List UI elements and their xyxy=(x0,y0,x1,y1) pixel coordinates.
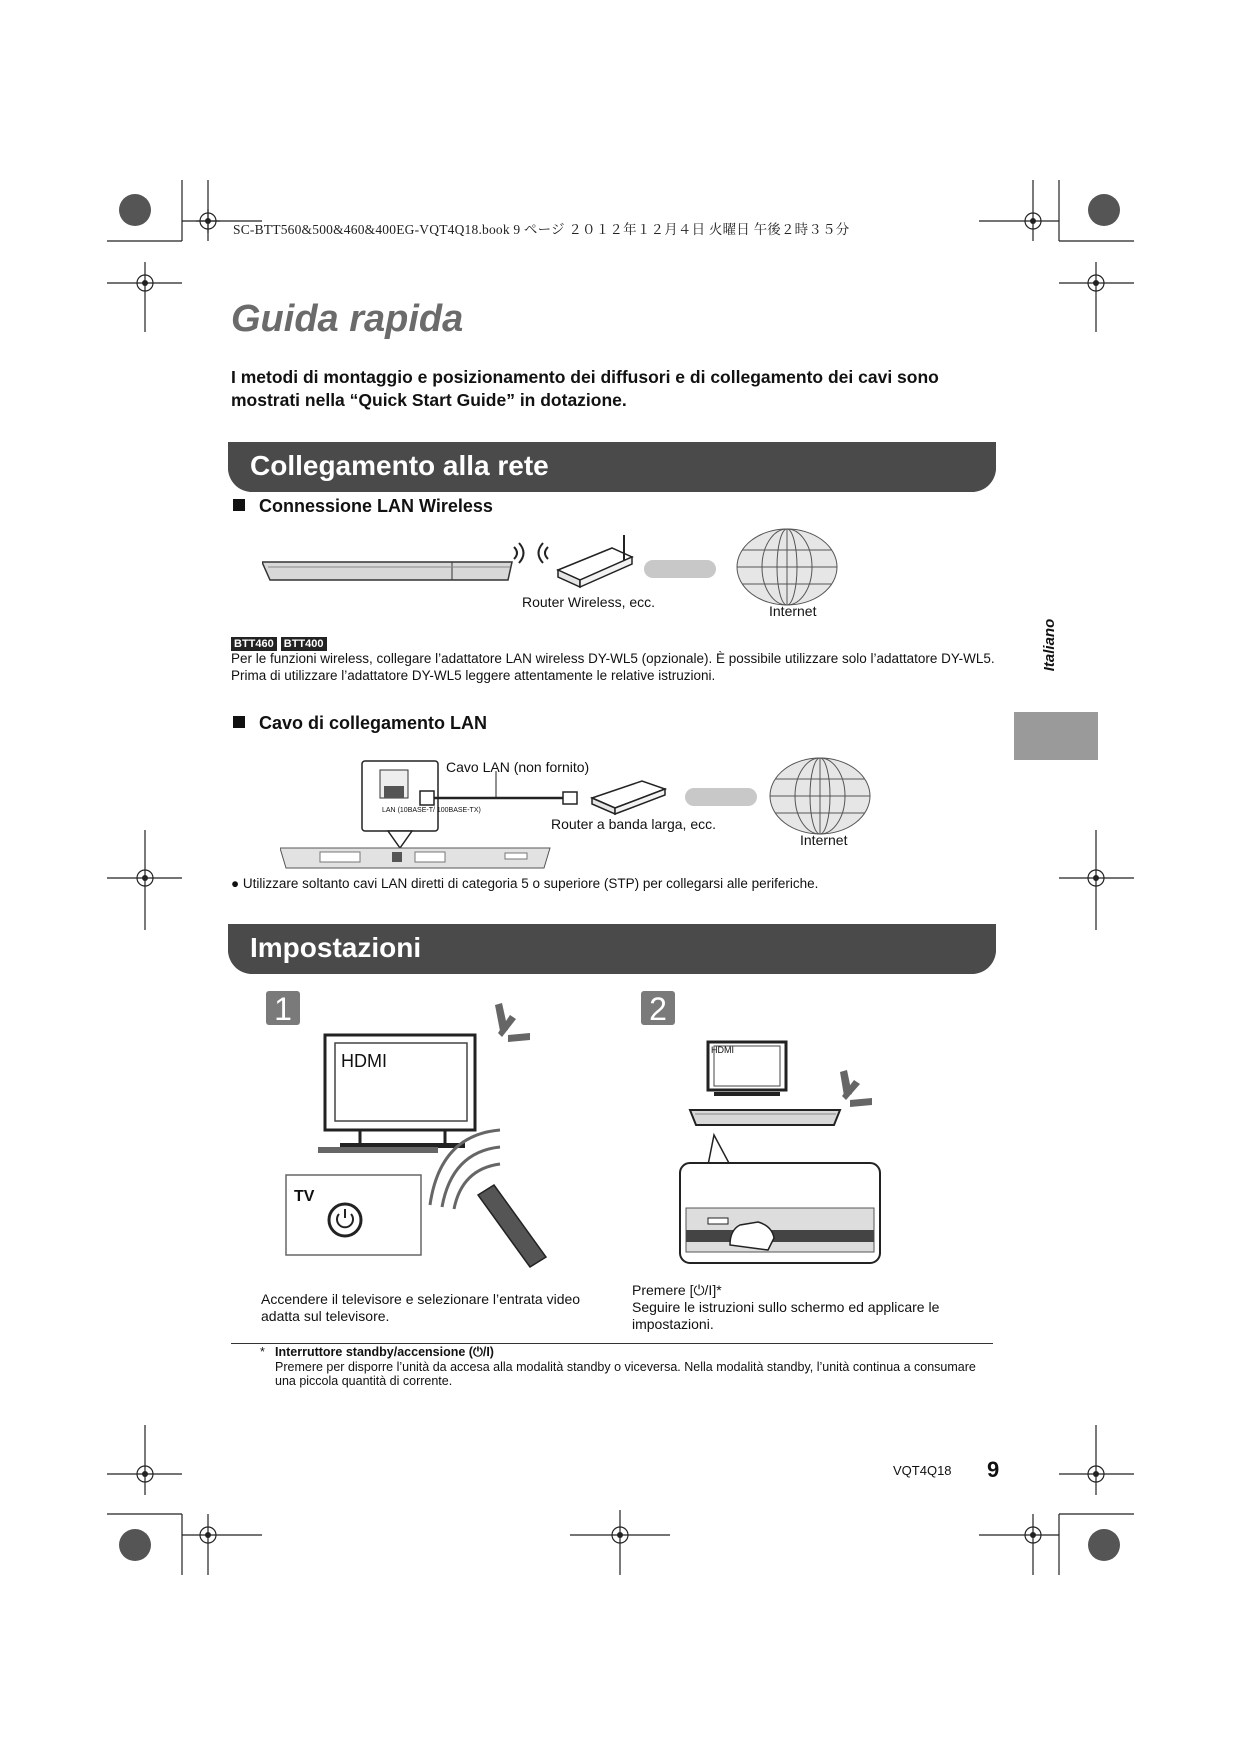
intro-text: I metodi di montaggio e posizionamento dei diffusori e di collegamento dei cavi sono mostrati nella “Quick Start Guide” in dotazione. xyxy=(231,367,939,410)
wireless-note: Per le funzioni wireless, collegare l’adattatore LAN wireless DY-WL5 (opzionale). È possibile utilizzare solo l’adattatore DY-WL5. Prima di utilizzare l’adattatore DY-WL5 leggere attentamente le relative istruzioni. xyxy=(231,651,995,683)
document-code: VQT4Q18 xyxy=(893,1463,952,1478)
footnote-divider xyxy=(231,1343,993,1344)
player-rear-panel-icon xyxy=(280,848,550,868)
square-bullet-icon xyxy=(233,716,245,728)
wireless-router-icon xyxy=(558,535,632,587)
square-bullet-icon xyxy=(233,499,245,511)
player-closeup-callout xyxy=(680,1135,880,1263)
lan-cable-label: Cavo LAN (non fornito) xyxy=(446,759,590,775)
step1-remote-tv-label: TV xyxy=(294,1188,315,1205)
footnote-title: Interruttore standby/accensione (⏻/I) xyxy=(275,1345,494,1359)
connection-bar xyxy=(644,560,716,578)
footnote xyxy=(260,1345,1000,1389)
section-banner-settings xyxy=(228,924,996,974)
step2-illustration xyxy=(670,1030,890,1270)
bullet-dot-icon: ● xyxy=(231,876,240,891)
flash-lines-icon xyxy=(495,1003,530,1042)
globe-icon xyxy=(770,758,870,834)
remote-control-icon xyxy=(478,1185,546,1267)
broadband-router-label: Router a banda larga, ecc. xyxy=(551,816,716,832)
step-number-1: 1 xyxy=(266,991,300,1025)
language-side-label: Italiano xyxy=(1041,618,1058,672)
subheading-wireless: Connessione LAN Wireless xyxy=(233,496,493,517)
section-heading-settings: Impostazioni xyxy=(250,932,422,963)
footnote-text: Premere per disporre l’unità da accesa alla modalità standby o viceversa. Nella modalità standby, l’unità continua a consumare una piccola quantità di corrente. xyxy=(275,1359,976,1388)
footnote-marker: * xyxy=(260,1345,265,1359)
step1-caption: Accendere il televisore e selezionare l’entrata video adatta sul televisore. xyxy=(261,1291,581,1324)
lan-port-label: LAN (10BASE-T/ 100BASE-TX) xyxy=(382,807,481,814)
print-header-line: SC-BTT560&500&460&400EG-VQT4Q18.book 9 ページ ２０１２年１２月４日 火曜日 午後２時３５分 xyxy=(233,222,850,237)
model-tag: BTT460 xyxy=(231,637,277,651)
step2-caption: Premere [⏻/I]* Seguire le istruzioni sullo schermo ed applicare le impostazioni. xyxy=(632,1282,940,1332)
lan-cable-bullet: ● Utilizzare soltanto cavi LAN diretti di categoria 5 o superiore (STP) per collegarsi alle periferiche. xyxy=(231,876,819,891)
wifi-signal-icon xyxy=(514,543,548,563)
blu-ray-player-icon xyxy=(690,1110,840,1125)
step1-tv-screen-label: HDMI xyxy=(341,1051,387,1071)
step2-tv-screen-label: HDMI xyxy=(711,1045,734,1055)
connection-bar xyxy=(685,788,757,806)
wireless-internet-label: Internet xyxy=(769,603,817,619)
flash-lines-icon xyxy=(840,1070,872,1107)
cable-internet-label: Internet xyxy=(800,832,848,848)
section-banner-network xyxy=(228,442,996,492)
language-side-tab xyxy=(1014,712,1098,760)
model-tag: BTT400 xyxy=(281,637,327,651)
blu-ray-player-icon xyxy=(262,562,512,580)
subheading-lan-cable: Cavo di collegamento LAN xyxy=(233,713,487,734)
page-number: 9 xyxy=(987,1457,1000,1482)
broadband-router-icon xyxy=(592,781,665,814)
step1-illustration xyxy=(280,995,580,1275)
page-title: Guida rapida xyxy=(231,298,464,340)
tv-callout-box xyxy=(286,1175,421,1255)
wireless-router-label: Router Wireless, ecc. xyxy=(522,594,656,610)
section-heading-network: Collegamento alla rete xyxy=(250,450,549,481)
globe-icon xyxy=(737,529,837,605)
step-number-2: 2 xyxy=(641,991,675,1025)
